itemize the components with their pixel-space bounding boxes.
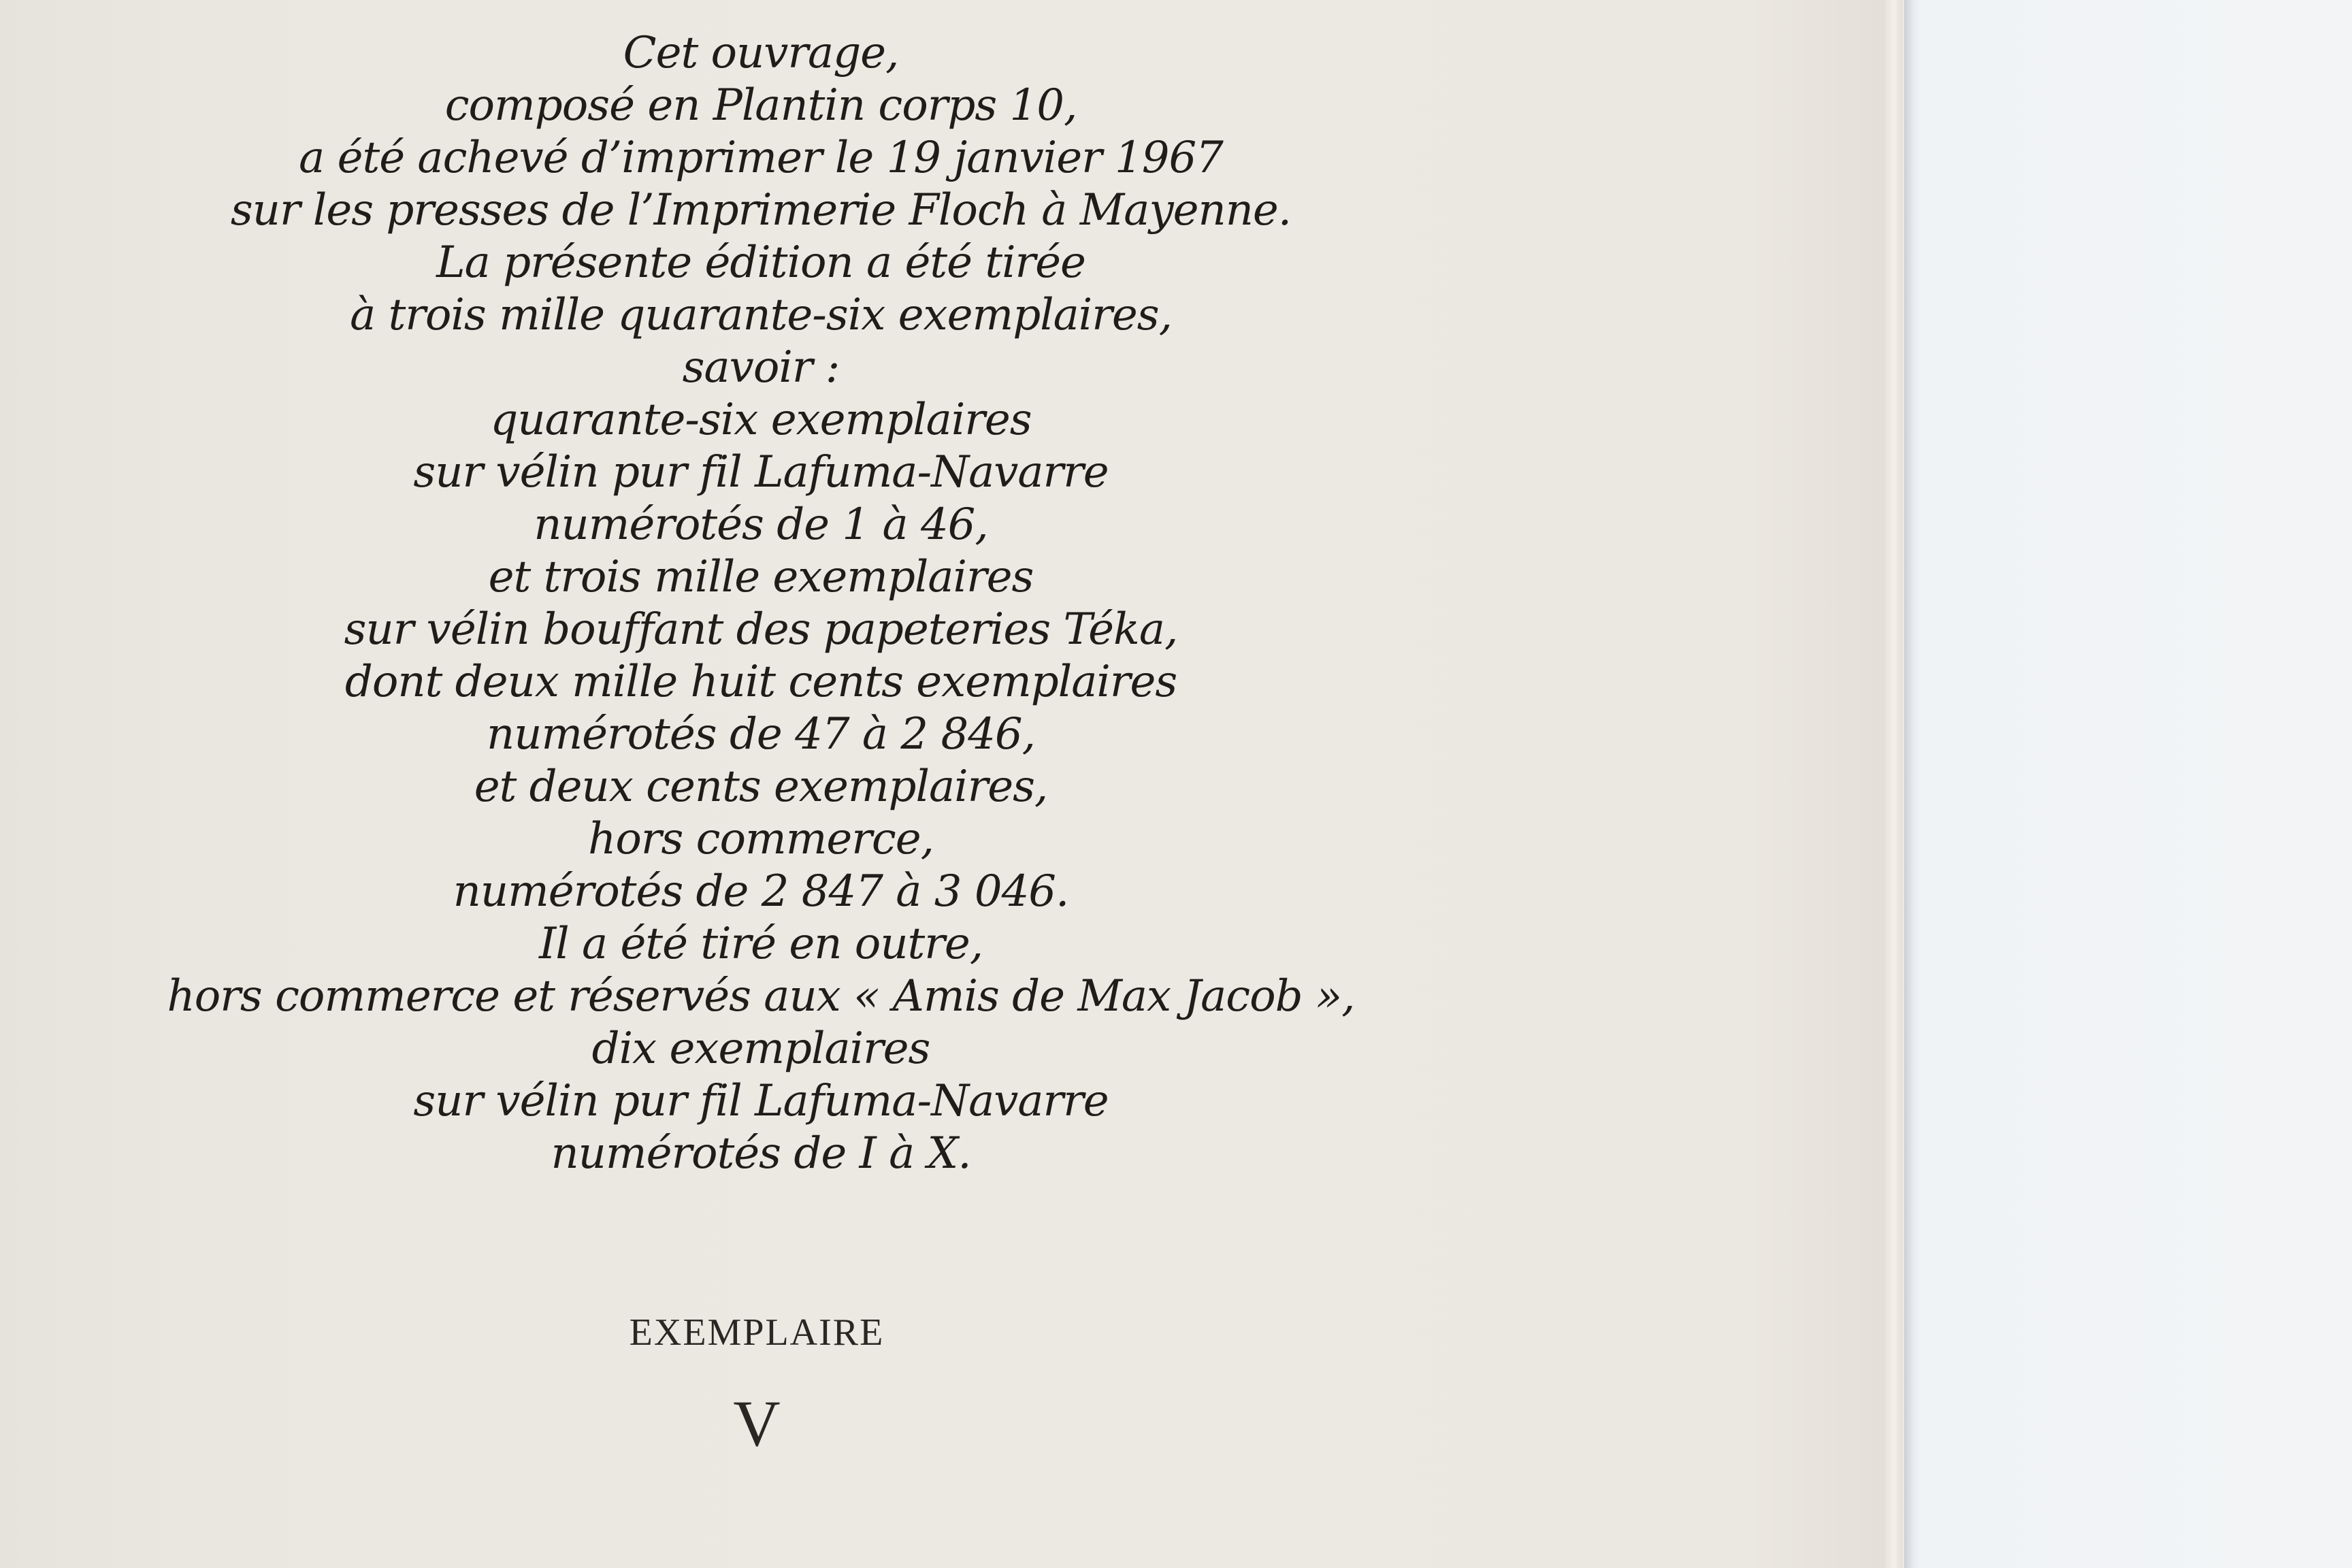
page-deckle-edge [1885, 0, 1906, 1568]
copy-label: EXEMPLAIRE [629, 1311, 885, 1354]
colophon-line: La présente édition a été tirée [436, 238, 1085, 288]
colophon-line: numérotés de 1 à 46, [534, 500, 988, 550]
colophon-line: et deux cents exemplaires, [474, 762, 1048, 812]
colophon-line: Il a été tiré en outre, [538, 919, 983, 969]
colophon-line: savoir : [682, 342, 840, 393]
colophon-line: sur les presses de l’Imprimerie Floch à Mayenne. [230, 185, 1292, 235]
colophon-text [80, 27, 1441, 1180]
colophon-line: quarante-six exemplaires [490, 395, 1032, 445]
colophon-line: sur vélin pur fil Lafuma-Navarre [413, 447, 1109, 497]
colophon-line: sur vélin pur fil Lafuma-Navarre [413, 1076, 1109, 1126]
colophon-line: dix exemplaires [591, 1024, 930, 1074]
colophon-line: Cet ouvrage, [623, 28, 899, 78]
page-edge-shadow [1904, 0, 1921, 1568]
colophon-line: à trois mille quarante-six exemplaires, [350, 290, 1172, 340]
colophon-line: composé en Plantin corps 10, [444, 80, 1077, 131]
copy-number: V [733, 1387, 781, 1460]
colophon-line: numérotés de 2 847 à 3 046. [453, 866, 1069, 917]
colophon-line: hors commerce, [588, 814, 934, 864]
colophon-line: numérotés de I à X. [551, 1128, 971, 1179]
colophon-line: hors commerce et réservés aux « Amis de Max Jacob », [167, 971, 1355, 1022]
colophon-line: numérotés de 47 à 2 846, [487, 709, 1035, 760]
colophon-line: dont deux mille huit cents exemplaires [344, 657, 1177, 707]
colophon-line: a été achevé d’imprimer le 19 janvier 1967 [299, 133, 1223, 183]
colophon-line: sur vélin bouffant des papeteries Téka, [344, 604, 1178, 655]
colophon-line: et trois mille exemplaires [488, 552, 1034, 602]
